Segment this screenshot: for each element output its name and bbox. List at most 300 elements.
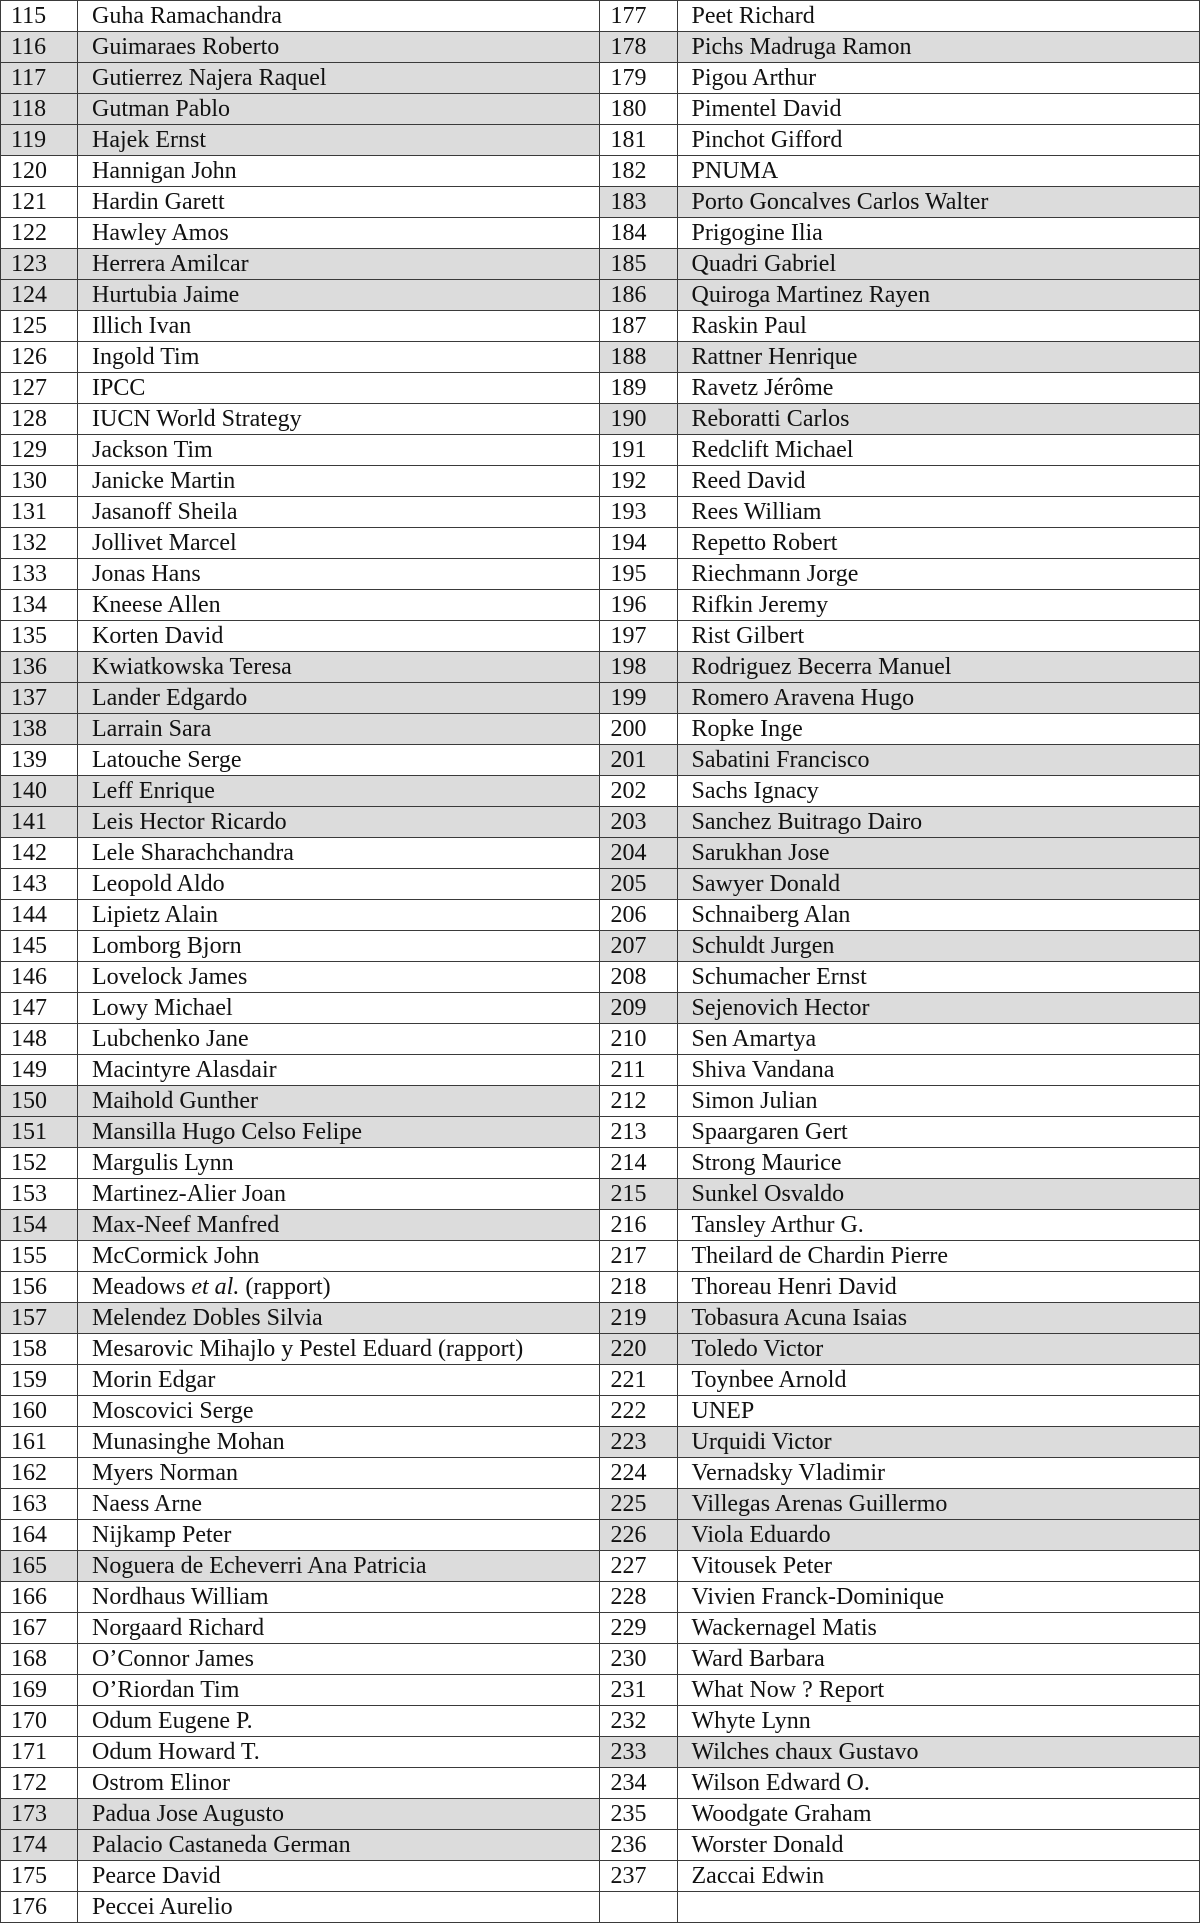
entry-name: Margulis Lynn <box>78 1148 600 1179</box>
entry-name: Nijkamp Peter <box>78 1520 600 1551</box>
table-row <box>1 1086 1200 1117</box>
entry-name: Melendez Dobles Silvia <box>78 1303 600 1334</box>
entry-name: Hajek Ernst <box>78 125 600 156</box>
entry-number: 162 <box>1 1458 78 1489</box>
entry-number: 207 <box>600 931 677 962</box>
entry-number: 166 <box>1 1582 78 1613</box>
entry-number: 212 <box>600 1086 677 1117</box>
entry-number: 145 <box>1 931 78 962</box>
entry-number: 198 <box>600 652 677 683</box>
entry-number: 224 <box>600 1458 677 1489</box>
entry-name: Pigou Arthur <box>677 63 1200 94</box>
entry-name: Lowy Michael <box>78 993 600 1024</box>
table-row <box>1 1179 1200 1210</box>
entry-number: 221 <box>600 1365 677 1396</box>
entry-name: Vivien Franck-Dominique <box>677 1582 1200 1613</box>
entry-name: Thoreau Henri David <box>677 1272 1200 1303</box>
table-row <box>1 1241 1200 1272</box>
entry-name: Reboratti Carlos <box>677 404 1200 435</box>
entry-number: 199 <box>600 683 677 714</box>
entry-number: 129 <box>1 435 78 466</box>
entry-name: Peet Richard <box>677 1 1200 32</box>
entry-name: Rifkin Jeremy <box>677 590 1200 621</box>
entry-number: 235 <box>600 1799 677 1830</box>
table-row <box>1 1644 1200 1675</box>
entry-name: Lipietz Alain <box>78 900 600 931</box>
entry-number: 223 <box>600 1427 677 1458</box>
entry-number: 165 <box>1 1551 78 1582</box>
entry-number: 150 <box>1 1086 78 1117</box>
entry-name: Pearce David <box>78 1861 600 1892</box>
entry-name: Martinez-Alier Joan <box>78 1179 600 1210</box>
entry-number: 196 <box>600 590 677 621</box>
entry-name: Rattner Henrique <box>677 342 1200 373</box>
entry-name: Max-Neef Manfred <box>78 1210 600 1241</box>
entry-number: 220 <box>600 1334 677 1365</box>
entry-number: 178 <box>600 32 677 63</box>
entry-number: 205 <box>600 869 677 900</box>
entry-number: 192 <box>600 466 677 497</box>
entry-number: 163 <box>1 1489 78 1520</box>
entry-number: 218 <box>600 1272 677 1303</box>
entry-name: Peccei Aurelio <box>78 1892 600 1923</box>
entry-number: 180 <box>600 94 677 125</box>
entry-number: 126 <box>1 342 78 373</box>
entry-name: Moscovici Serge <box>78 1396 600 1427</box>
entry-number: 142 <box>1 838 78 869</box>
table-row <box>1 1892 1200 1923</box>
table-row <box>1 280 1200 311</box>
entry-name: Latouche Serge <box>78 745 600 776</box>
entry-name: Lele Sharachchandra <box>78 838 600 869</box>
entry-number: 134 <box>1 590 78 621</box>
entry-number: 139 <box>1 745 78 776</box>
entry-name: Urquidi Victor <box>677 1427 1200 1458</box>
entry-name: Herrera Amilcar <box>78 249 600 280</box>
entry-name: Sawyer Donald <box>677 869 1200 900</box>
entry-number: 217 <box>600 1241 677 1272</box>
entry-name: Worster Donald <box>677 1830 1200 1861</box>
entry-name: Pichs Madruga Ramon <box>677 32 1200 63</box>
entry-name: Leopold Aldo <box>78 869 600 900</box>
entry-name: Munasinghe Mohan <box>78 1427 600 1458</box>
entry-number: 227 <box>600 1551 677 1582</box>
table-row <box>1 1427 1200 1458</box>
entry-number: 182 <box>600 156 677 187</box>
entry-name: Jasanoff Sheila <box>78 497 600 528</box>
table-row <box>1 1582 1200 1613</box>
entry-number: 204 <box>600 838 677 869</box>
entry-number: 225 <box>600 1489 677 1520</box>
entry-number: 170 <box>1 1706 78 1737</box>
entry-name: Spaargaren Gert <box>677 1117 1200 1148</box>
entry-name: Redclift Michael <box>677 435 1200 466</box>
entry-name: Prigogine Ilia <box>677 218 1200 249</box>
entry-number: 200 <box>600 714 677 745</box>
table-row <box>1 342 1200 373</box>
entry-number: 181 <box>600 125 677 156</box>
table-row <box>1 1334 1200 1365</box>
entry-name: Vitousek Peter <box>677 1551 1200 1582</box>
entry-number: 137 <box>1 683 78 714</box>
entry-number: 130 <box>1 466 78 497</box>
entry-number: 154 <box>1 1210 78 1241</box>
entry-name: Riechmann Jorge <box>677 559 1200 590</box>
entry-number: 121 <box>1 187 78 218</box>
entry-number: 173 <box>1 1799 78 1830</box>
entry-name <box>677 1892 1200 1923</box>
entry-number: 197 <box>600 621 677 652</box>
table-row <box>1 63 1200 94</box>
entry-number: 127 <box>1 373 78 404</box>
entry-number: 149 <box>1 1055 78 1086</box>
entry-name: Jollivet Marcel <box>78 528 600 559</box>
table-row <box>1 1799 1200 1830</box>
entry-number: 160 <box>1 1396 78 1427</box>
entry-number: 116 <box>1 32 78 63</box>
entry-name: Ingold Tim <box>78 342 600 373</box>
table-row <box>1 1365 1200 1396</box>
entry-name: Lovelock James <box>78 962 600 993</box>
table-row <box>1 1551 1200 1582</box>
entry-number: 124 <box>1 280 78 311</box>
table-row <box>1 683 1200 714</box>
entry-name-suffix: (rapport) <box>239 1274 331 1300</box>
entry-name: Wilches chaux Gustavo <box>677 1737 1200 1768</box>
entry-name: Quiroga Martinez Rayen <box>677 280 1200 311</box>
entry-number: 189 <box>600 373 677 404</box>
entry-number: 190 <box>600 404 677 435</box>
table-row <box>1 1303 1200 1334</box>
entry-number: 188 <box>600 342 677 373</box>
table-row <box>1 404 1200 435</box>
entry-number: 211 <box>600 1055 677 1086</box>
entry-number: 183 <box>600 187 677 218</box>
entry-name: Sachs Ignacy <box>677 776 1200 807</box>
entry-name: Theilard de Chardin Pierre <box>677 1241 1200 1272</box>
entry-number: 161 <box>1 1427 78 1458</box>
table-row <box>1 32 1200 63</box>
entry-number: 120 <box>1 156 78 187</box>
entry-number: 203 <box>600 807 677 838</box>
entry-name: Kneese Allen <box>78 590 600 621</box>
entry-number: 237 <box>600 1861 677 1892</box>
entry-number: 186 <box>600 280 677 311</box>
entry-name: IUCN World Strategy <box>78 404 600 435</box>
table-row <box>1 1489 1200 1520</box>
entry-name: Rees William <box>677 497 1200 528</box>
entry-name: Gutierrez Najera Raquel <box>78 63 600 94</box>
table-row <box>1 1210 1200 1241</box>
entry-name: Wackernagel Matis <box>677 1613 1200 1644</box>
entry-number: 147 <box>1 993 78 1024</box>
table-row <box>1 311 1200 342</box>
entry-number: 136 <box>1 652 78 683</box>
entry-number: 128 <box>1 404 78 435</box>
table-row <box>1 1830 1200 1861</box>
entry-name: Mansilla Hugo Celso Felipe <box>78 1117 600 1148</box>
entry-name: Sejenovich Hector <box>677 993 1200 1024</box>
entry-name: Larrain Sara <box>78 714 600 745</box>
entry-name: Sanchez Buitrago Dairo <box>677 807 1200 838</box>
entry-number: 219 <box>600 1303 677 1334</box>
entry-number <box>600 1892 677 1923</box>
entry-number: 119 <box>1 125 78 156</box>
entry-number: 153 <box>1 1179 78 1210</box>
entry-number: 222 <box>600 1396 677 1427</box>
entry-name: Sen Amartya <box>677 1024 1200 1055</box>
entry-number: 226 <box>600 1520 677 1551</box>
entry-name: Simon Julian <box>677 1086 1200 1117</box>
table-row <box>1 1675 1200 1706</box>
entry-name: Sabatini Francisco <box>677 745 1200 776</box>
table-row <box>1 1706 1200 1737</box>
entry-name: Tansley Arthur G. <box>677 1210 1200 1241</box>
entry-name: Guha Ramachandra <box>78 1 600 32</box>
entry-number: 233 <box>600 1737 677 1768</box>
entry-number: 156 <box>1 1272 78 1303</box>
entry-number: 179 <box>600 63 677 94</box>
entry-number: 174 <box>1 1830 78 1861</box>
entry-name: Illich Ivan <box>78 311 600 342</box>
entry-name: Ward Barbara <box>677 1644 1200 1675</box>
entry-name: Villegas Arenas Guillermo <box>677 1489 1200 1520</box>
table-row <box>1 94 1200 125</box>
table-row <box>1 156 1200 187</box>
entry-name: Leis Hector Ricardo <box>78 807 600 838</box>
entry-number: 208 <box>600 962 677 993</box>
entry-name-italic: et al. <box>191 1274 240 1300</box>
entry-number: 201 <box>600 745 677 776</box>
entry-number: 185 <box>600 249 677 280</box>
table-row <box>1 1055 1200 1086</box>
entry-name: Sunkel Osvaldo <box>677 1179 1200 1210</box>
table-row <box>1 993 1200 1024</box>
entry-name: Hurtubia Jaime <box>78 280 600 311</box>
entry-name: Toledo Victor <box>677 1334 1200 1365</box>
entry-name: Hawley Amos <box>78 218 600 249</box>
table-row <box>1 714 1200 745</box>
entry-name: PNUMA <box>677 156 1200 187</box>
entry-number: 206 <box>600 900 677 931</box>
entry-number: 152 <box>1 1148 78 1179</box>
entry-name: Naess Arne <box>78 1489 600 1520</box>
entry-name: Leff Enrique <box>78 776 600 807</box>
table-row <box>1 466 1200 497</box>
table-row <box>1 435 1200 466</box>
entry-name: Zaccai Edwin <box>677 1861 1200 1892</box>
entry-name: Morin Edgar <box>78 1365 600 1396</box>
entry-name: Rodriguez Becerra Manuel <box>677 652 1200 683</box>
table-row <box>1 1148 1200 1179</box>
entry-number: 234 <box>600 1768 677 1799</box>
entry-name: Ropke Inge <box>677 714 1200 745</box>
entry-number: 195 <box>600 559 677 590</box>
table-row <box>1 1272 1200 1303</box>
entry-name: Tobasura Acuna Isaias <box>677 1303 1200 1334</box>
entry-name: Jonas Hans <box>78 559 600 590</box>
table-row <box>1 745 1200 776</box>
entry-name: Kwiatkowska Teresa <box>78 652 600 683</box>
entry-name: Palacio Castaneda German <box>78 1830 600 1861</box>
table-row <box>1 900 1200 931</box>
entry-name: Hannigan John <box>78 156 600 187</box>
entry-number: 175 <box>1 1861 78 1892</box>
entry-name: Viola Eduardo <box>677 1520 1200 1551</box>
entry-number: 202 <box>600 776 677 807</box>
entry-number: 135 <box>1 621 78 652</box>
table-row <box>1 869 1200 900</box>
entry-name: Hardin Garett <box>78 187 600 218</box>
table-row <box>1 1024 1200 1055</box>
entry-number: 214 <box>600 1148 677 1179</box>
table-row <box>1 962 1200 993</box>
entry-name: Repetto Robert <box>677 528 1200 559</box>
entry-number: 144 <box>1 900 78 931</box>
entry-name <box>78 1272 600 1303</box>
table-row <box>1 1520 1200 1551</box>
entry-number: 164 <box>1 1520 78 1551</box>
entry-number: 117 <box>1 63 78 94</box>
entry-name: Wilson Edward O. <box>677 1768 1200 1799</box>
entry-name: Odum Howard T. <box>78 1737 600 1768</box>
entry-number: 167 <box>1 1613 78 1644</box>
entry-name: Gutman Pablo <box>78 94 600 125</box>
entry-name: Sarukhan Jose <box>677 838 1200 869</box>
entry-name: Vernadsky Vladimir <box>677 1458 1200 1489</box>
entry-number: 132 <box>1 528 78 559</box>
entry-number: 138 <box>1 714 78 745</box>
table-row <box>1 1737 1200 1768</box>
entry-name: Porto Goncalves Carlos Walter <box>677 187 1200 218</box>
entry-name: Strong Maurice <box>677 1148 1200 1179</box>
entry-number: 172 <box>1 1768 78 1799</box>
entry-number: 118 <box>1 94 78 125</box>
entry-name: Toynbee Arnold <box>677 1365 1200 1396</box>
entry-name: Janicke Martin <box>78 466 600 497</box>
entry-name: Romero Aravena Hugo <box>677 683 1200 714</box>
entry-name: Lander Edgardo <box>78 683 600 714</box>
entry-name: What Now ? Report <box>677 1675 1200 1706</box>
entry-name: Rist Gilbert <box>677 621 1200 652</box>
table-row <box>1 559 1200 590</box>
entry-name: IPCC <box>78 373 600 404</box>
entry-name: Mesarovic Mihajlo y Pestel Eduard (rapport) <box>78 1334 600 1365</box>
entry-number: 133 <box>1 559 78 590</box>
entry-number: 140 <box>1 776 78 807</box>
entry-number: 187 <box>600 311 677 342</box>
entry-number: 194 <box>600 528 677 559</box>
table-row <box>1 218 1200 249</box>
table-row <box>1 776 1200 807</box>
table-row <box>1 931 1200 962</box>
entry-name: Ravetz Jérôme <box>677 373 1200 404</box>
entry-number: 151 <box>1 1117 78 1148</box>
entry-name: Lomborg Bjorn <box>78 931 600 962</box>
entry-number: 122 <box>1 218 78 249</box>
table-row <box>1 1861 1200 1892</box>
entry-number: 213 <box>600 1117 677 1148</box>
entry-number: 125 <box>1 311 78 342</box>
entry-name: O’Riordan Tim <box>78 1675 600 1706</box>
entry-number: 168 <box>1 1644 78 1675</box>
table-row <box>1 497 1200 528</box>
entry-number: 131 <box>1 497 78 528</box>
table-row <box>1 1396 1200 1427</box>
entry-name: McCormick John <box>78 1241 600 1272</box>
table-row <box>1 125 1200 156</box>
table-row <box>1 187 1200 218</box>
table-row <box>1 590 1200 621</box>
entry-name: Reed David <box>677 466 1200 497</box>
entry-name: Woodgate Graham <box>677 1799 1200 1830</box>
entry-number: 146 <box>1 962 78 993</box>
entry-number: 159 <box>1 1365 78 1396</box>
entry-number: 231 <box>600 1675 677 1706</box>
table-row <box>1 1613 1200 1644</box>
entry-name: Maihold Gunther <box>78 1086 600 1117</box>
entry-name: Myers Norman <box>78 1458 600 1489</box>
table-row <box>1 1 1200 32</box>
entry-number: 169 <box>1 1675 78 1706</box>
entry-number: 158 <box>1 1334 78 1365</box>
entry-name: Korten David <box>78 621 600 652</box>
entry-name: UNEP <box>677 1396 1200 1427</box>
entry-number: 115 <box>1 1 78 32</box>
entry-name: Macintyre Alasdair <box>78 1055 600 1086</box>
entry-name: Guimaraes Roberto <box>78 32 600 63</box>
entry-number: 123 <box>1 249 78 280</box>
entry-name: Schnaiberg Alan <box>677 900 1200 931</box>
entry-name: Jackson Tim <box>78 435 600 466</box>
entry-number: 171 <box>1 1737 78 1768</box>
entry-name: Schuldt Jurgen <box>677 931 1200 962</box>
table-row <box>1 621 1200 652</box>
entry-name: Shiva Vandana <box>677 1055 1200 1086</box>
entry-name: Whyte Lynn <box>677 1706 1200 1737</box>
entry-number: 210 <box>600 1024 677 1055</box>
entry-name: Noguera de Echeverri Ana Patricia <box>78 1551 600 1582</box>
entry-name: Raskin Paul <box>677 311 1200 342</box>
entry-number: 155 <box>1 1241 78 1272</box>
entry-number: 228 <box>600 1582 677 1613</box>
entry-name: Schumacher Ernst <box>677 962 1200 993</box>
entry-name: Lubchenko Jane <box>78 1024 600 1055</box>
table-row <box>1 1458 1200 1489</box>
table-row <box>1 1117 1200 1148</box>
entry-number: 193 <box>600 497 677 528</box>
table-row <box>1 249 1200 280</box>
entry-name: Padua Jose Augusto <box>78 1799 600 1830</box>
entry-name: Odum Eugene P. <box>78 1706 600 1737</box>
entry-number: 229 <box>600 1613 677 1644</box>
entry-name: Norgaard Richard <box>78 1613 600 1644</box>
entry-name: Ostrom Elinor <box>78 1768 600 1799</box>
table-row <box>1 528 1200 559</box>
entry-name: Quadri Gabriel <box>677 249 1200 280</box>
table-row <box>1 1768 1200 1799</box>
entry-name: Pinchot Gifford <box>677 125 1200 156</box>
entry-number: 232 <box>600 1706 677 1737</box>
entry-number: 177 <box>600 1 677 32</box>
entry-name: O’Connor James <box>78 1644 600 1675</box>
entry-number: 191 <box>600 435 677 466</box>
table-row <box>1 838 1200 869</box>
entry-number: 143 <box>1 869 78 900</box>
entry-number: 148 <box>1 1024 78 1055</box>
entry-number: 141 <box>1 807 78 838</box>
entry-number: 216 <box>600 1210 677 1241</box>
